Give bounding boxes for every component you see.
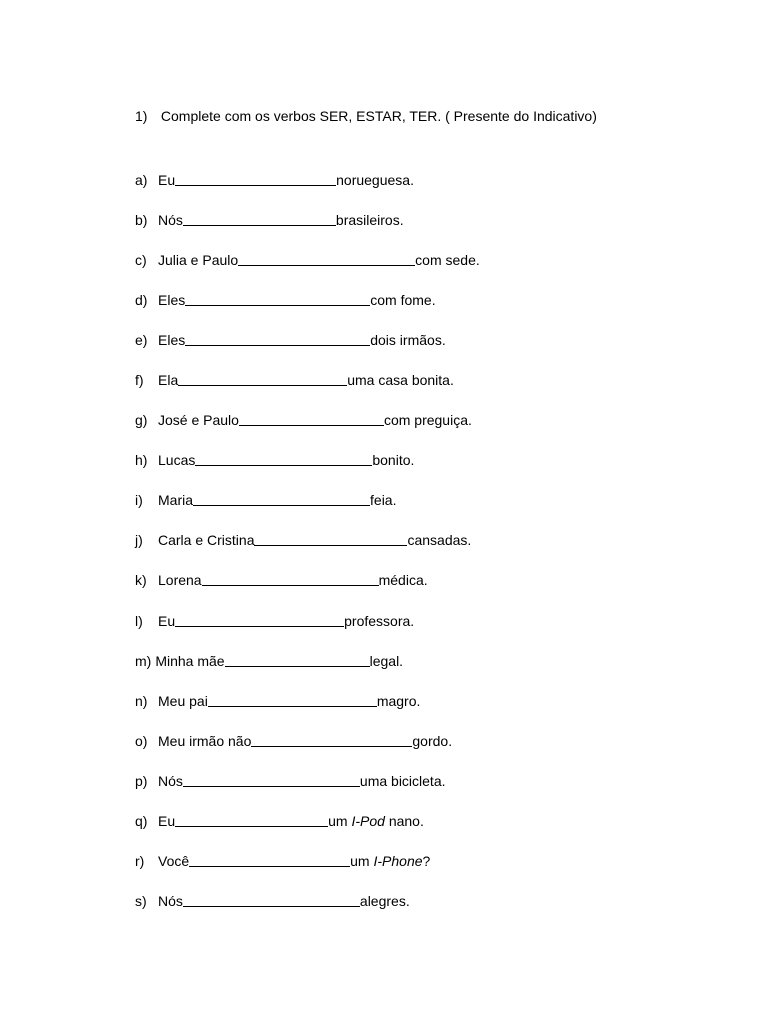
item-letter: e) (135, 332, 148, 349)
exercise-item (135, 812, 735, 852)
item-complement: um (350, 852, 374, 869)
exercise-item (135, 291, 735, 331)
answer-blank[interactable] (183, 772, 360, 787)
exercise-item (135, 852, 735, 892)
answer-blank[interactable] (175, 812, 328, 827)
item-complement: gordo. (412, 732, 453, 749)
item-subject: Minha mãe (155, 652, 225, 669)
item-subject: Meu irmão não (158, 732, 252, 749)
item-complement: feia. (370, 492, 397, 509)
answer-blank[interactable] (185, 291, 370, 306)
item-letter: f) (135, 372, 144, 389)
answer-blank[interactable] (175, 612, 344, 627)
answer-blank[interactable] (189, 852, 350, 867)
item-subject: Nós (158, 212, 183, 229)
exercise-item (135, 571, 735, 611)
exercise-item (135, 411, 735, 451)
item-letter: r) (135, 852, 145, 869)
answer-blank[interactable] (193, 491, 370, 506)
answer-blank[interactable] (208, 692, 377, 707)
item-subject: Eu (158, 812, 176, 829)
answer-blank[interactable] (178, 371, 347, 386)
item-letter: l) (135, 612, 143, 629)
answer-blank[interactable] (195, 451, 372, 466)
exercise-item (135, 171, 735, 211)
answer-blank[interactable] (183, 211, 336, 226)
answer-blank[interactable] (175, 171, 336, 186)
item-letter: h) (135, 452, 148, 469)
exercise-item (135, 211, 735, 251)
item-letter: i) (135, 492, 143, 509)
exercise-item (135, 531, 735, 571)
item-complement: cansadas. (407, 532, 472, 549)
item-subject: Ela (158, 372, 179, 389)
item-complement: legal. (369, 652, 404, 669)
item-complement: um (328, 812, 352, 829)
item-letter: o) (135, 732, 148, 749)
item-subject: José e Paulo (158, 412, 239, 429)
exercise-item (135, 371, 735, 411)
item-letter: d) (135, 292, 148, 309)
exercise-item (135, 772, 735, 812)
item-subject: Eles (158, 292, 186, 309)
item-letter: k) (135, 572, 147, 589)
answer-blank[interactable] (183, 892, 360, 907)
item-letter: q) (135, 812, 148, 829)
item-letter: j) (135, 532, 143, 549)
item-letter: b) (135, 212, 148, 229)
answer-blank[interactable] (202, 571, 379, 586)
item-subject: Lorena (158, 572, 202, 589)
item-complement: com fome. (370, 292, 436, 309)
item-complement: com sede. (415, 252, 480, 269)
instruction-line (135, 107, 597, 125)
item-ending: ? (422, 852, 431, 869)
answer-blank[interactable] (225, 652, 370, 667)
item-subject: Julia e Paulo (158, 252, 239, 269)
item-subject: Nós (158, 892, 183, 909)
item-subject: Lucas (158, 452, 196, 469)
item-complement: bonito. (372, 452, 415, 469)
answer-blank[interactable] (251, 732, 412, 747)
item-subject: Carla e Cristina (158, 532, 255, 549)
item-complement: magro. (376, 692, 421, 709)
item-complement: com preguiça. (383, 412, 472, 429)
exercise-item (135, 491, 735, 531)
item-complement: brasileiros. (335, 212, 404, 229)
item-complement: uma casa bonita. (347, 372, 454, 389)
item-subject: Eu (158, 172, 176, 188)
item-letter: m) (135, 652, 152, 669)
item-complement: professora. (344, 612, 415, 629)
instruction-text: Complete com os verbos SER, ESTAR, TER. ( Presente do Indicativo) (160, 108, 597, 124)
item-complement: dois irmãos. (370, 332, 446, 349)
exercise-item (135, 612, 735, 652)
item-complement: uma bicicleta. (359, 772, 446, 789)
answer-blank[interactable] (185, 331, 370, 346)
item-subject: Eu (158, 612, 176, 629)
exercise-item (135, 451, 735, 491)
item-product-name: I-Phone (373, 852, 423, 869)
item-subject: Maria (158, 492, 194, 509)
item-subject: Eles (158, 332, 186, 349)
item-complement: norueguesa. (336, 172, 414, 188)
instruction-number: 1) (135, 108, 148, 124)
item-letter: p) (135, 772, 148, 789)
exercise-item (135, 251, 735, 291)
item-ending: nano. (384, 812, 424, 829)
item-letter: s) (135, 892, 147, 909)
item-subject: Nós (158, 772, 183, 789)
item-complement: médica. (378, 572, 428, 589)
item-subject: Você (158, 852, 190, 869)
item-letter: g) (135, 412, 148, 429)
exercise-list (135, 171, 735, 932)
exercise-item (135, 692, 735, 732)
item-letter: n) (135, 692, 148, 709)
exercise-item (135, 652, 735, 692)
item-product-name: I-Pod (351, 812, 385, 829)
exercise-item (135, 331, 735, 371)
exercise-item (135, 892, 735, 932)
item-letter: a) (135, 172, 148, 188)
answer-blank[interactable] (239, 411, 384, 426)
item-complement: alegres. (359, 892, 410, 909)
answer-blank[interactable] (238, 251, 415, 266)
item-subject: Meu pai (158, 692, 208, 709)
item-letter: c) (135, 252, 147, 269)
exercise-item (135, 732, 735, 772)
answer-blank[interactable] (254, 531, 407, 546)
